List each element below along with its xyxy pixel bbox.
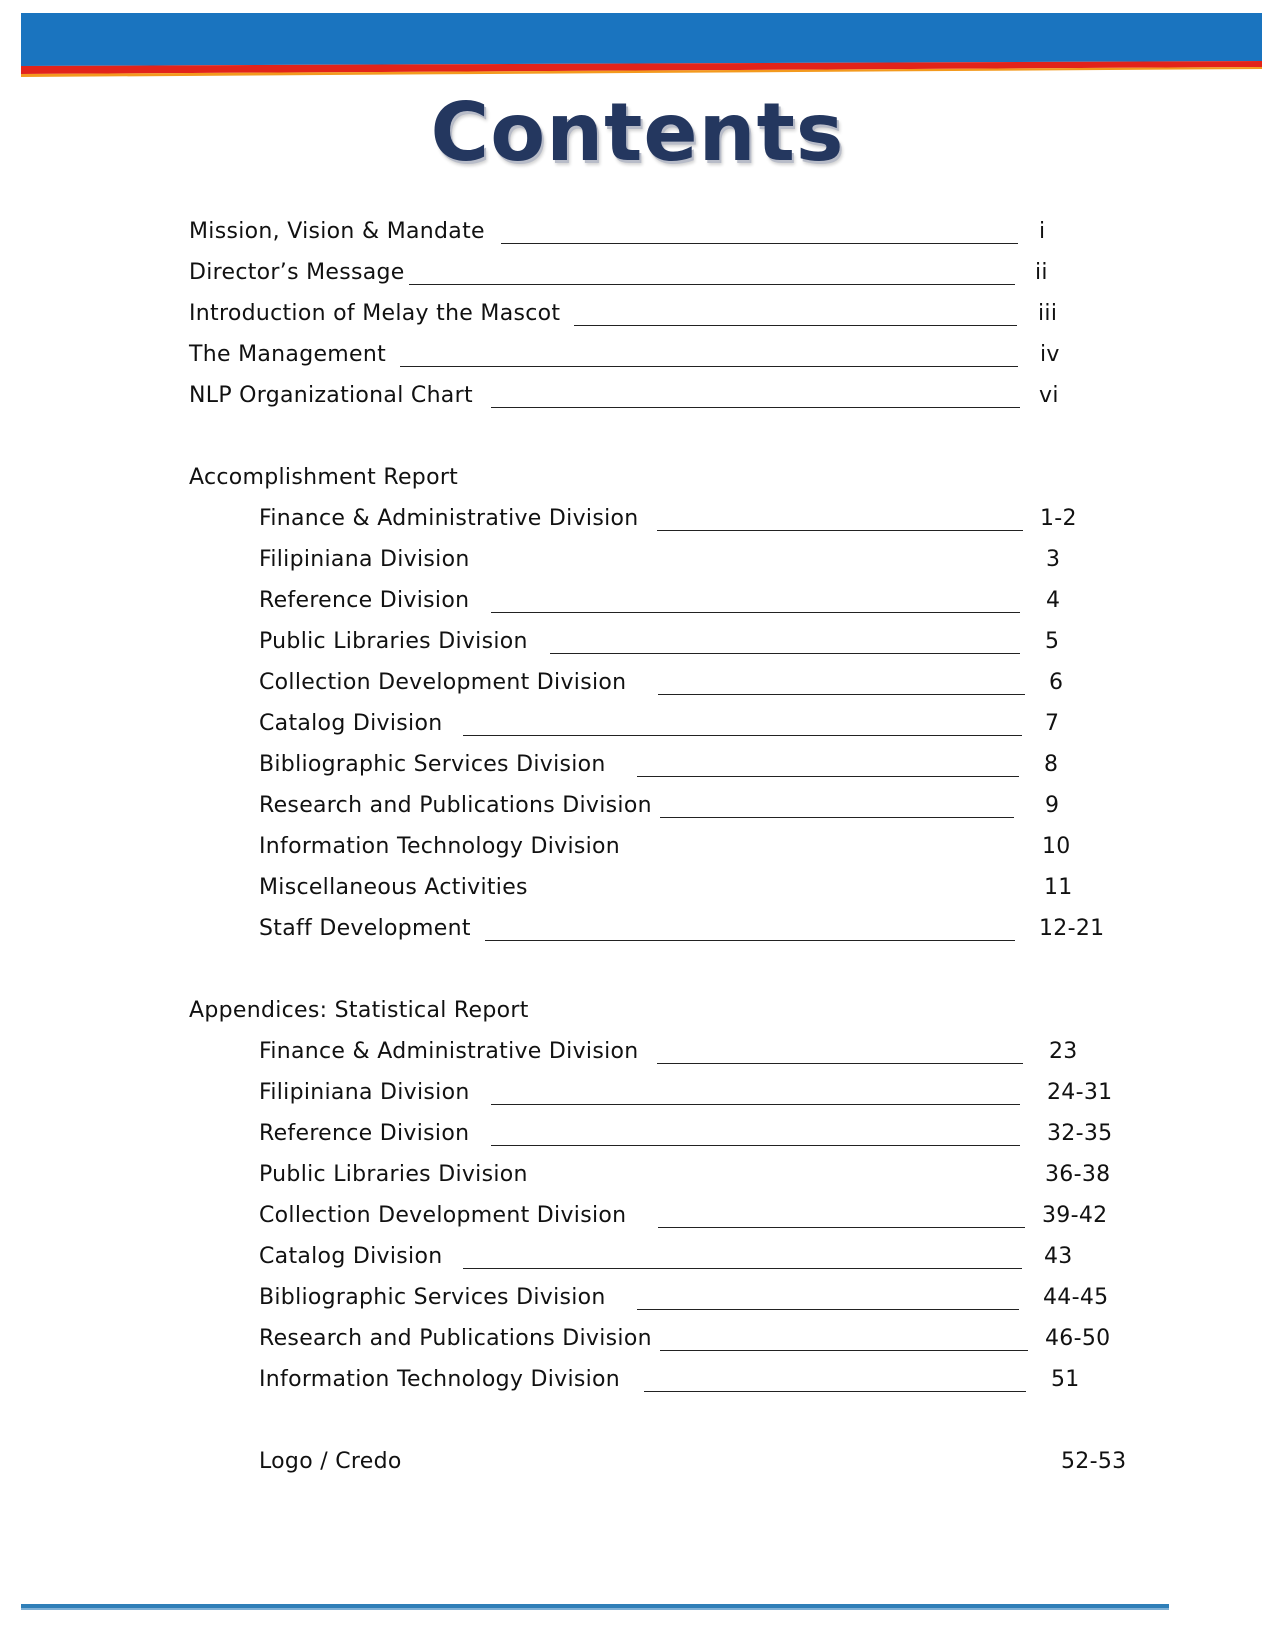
toc-leader-line [657,530,1023,531]
toc-entry[interactable] [259,1285,1129,1315]
footer-rule-main [21,1604,1169,1608]
toc-entry-page: iv [1040,342,1060,367]
toc-leader-line [657,1063,1023,1064]
toc-entry-label: Finance & Administrative Division [259,506,639,531]
toc-entry-label: Research and Publications Division [259,793,652,818]
toc-entry[interactable] [259,547,1109,577]
toc-entry-page: 3 [1046,547,1061,572]
toc-entry-page: 7 [1045,711,1060,736]
toc-entry-label: Filipiniana Division [259,547,470,572]
page-title: Contents [430,86,845,179]
toc-leader-line [409,284,1015,285]
toc-entry[interactable] [259,506,1109,536]
toc-entry-label: The Management [189,342,387,367]
toc-leader-line [491,612,1020,613]
toc-entry-page: 10 [1042,834,1071,859]
toc-entry-page: 12-21 [1039,916,1105,941]
toc-entry-page: 4 [1046,588,1061,613]
toc-entry-label: Staff Development [259,916,471,941]
toc-entry[interactable] [189,301,1089,331]
toc-entry-page: i [1039,219,1046,244]
toc-leader-line [491,407,1020,408]
footer-rule [0,1595,1275,1615]
toc-leader-line [463,1268,1022,1269]
toc-entry-label: Public Libraries Division [259,629,528,654]
toc-entry-label: Collection Development Division [259,1203,627,1228]
toc-entry-label: Finance & Administrative Division [259,1039,639,1064]
toc-entry-page: 24-31 [1047,1080,1113,1105]
toc-leader-line [658,694,1025,695]
toc-entry[interactable] [259,1244,1129,1274]
toc-entry[interactable] [259,793,1109,823]
toc-entry[interactable] [259,1039,1129,1069]
toc-entry[interactable] [259,916,1109,946]
toc-entry-page: 52-53 [1061,1449,1127,1474]
toc-entry-label: NLP Organizational Chart [189,383,473,408]
toc-leader-line [660,817,1014,818]
toc-entry-page: 43 [1044,1244,1073,1269]
toc-entry-label: Director’s Message [189,260,405,285]
toc-entry-label: Collection Development Division [259,670,627,695]
toc-leader-line [491,1145,1020,1146]
toc-entry-page: vi [1039,383,1059,408]
toc-entry-page: 1-2 [1040,506,1077,531]
toc-entry[interactable] [259,834,1109,864]
toc-leader-line [658,1227,1025,1228]
toc-entry-page: 44-45 [1043,1285,1109,1310]
toc-entry-page: 11 [1044,875,1073,900]
toc-entry-label: Bibliographic Services Division [259,1285,606,1310]
toc-entry-label: Catalog Division [259,1244,443,1269]
toc-entry[interactable] [259,1203,1129,1233]
toc-leader-line [574,325,1017,326]
toc-entry-label: Catalog Division [259,711,443,736]
section-heading-accomplishment: Accomplishment Report [189,465,459,490]
banner-blue-band [21,13,1262,66]
toc-entry[interactable] [259,629,1109,659]
toc-entry-page: 9 [1045,793,1060,818]
toc-entry[interactable] [189,219,1089,249]
toc-entry-label: Bibliographic Services Division [259,752,606,777]
toc-leader-line [550,653,1020,654]
toc-entry-label: Introduction of Melay the Mascot [189,301,561,326]
toc-entry-page: 6 [1049,670,1064,695]
toc-entry-page: 51 [1051,1367,1080,1392]
toc-entry-label: Public Libraries Division [259,1162,528,1187]
footer-rule-shadow [21,1608,1169,1610]
toc-entry[interactable] [259,875,1109,905]
toc-entry-page: 39-42 [1042,1203,1108,1228]
toc-leader-line [660,1350,1028,1351]
header-banner [0,0,1275,90]
toc-leader-line [485,940,1015,941]
toc-entry[interactable] [259,752,1109,782]
toc-entry-page: 32-35 [1047,1121,1113,1146]
toc-entry-label: Information Technology Division [259,834,621,859]
toc-entry-page: 46-50 [1045,1326,1111,1351]
toc-entry[interactable] [259,1080,1129,1110]
toc-leader-line [463,735,1022,736]
toc-leader-line [644,1391,1026,1392]
toc-leader-line [637,1309,1019,1310]
toc-entry-page: 5 [1045,629,1060,654]
toc-entry[interactable] [259,1449,1159,1479]
toc-entry-page: 23 [1049,1039,1078,1064]
toc-entry[interactable] [259,588,1109,618]
toc-entry[interactable] [189,342,1089,372]
toc-entry[interactable] [259,1367,1129,1397]
toc-entry-label: Information Technology Division [259,1367,621,1392]
toc-entry[interactable] [259,1326,1129,1356]
section-heading-appendices: Appendices: Statistical Report [189,998,529,1023]
toc-entry[interactable] [259,1121,1129,1151]
toc-entry[interactable] [189,383,1089,413]
toc-entry[interactable] [189,260,1089,290]
toc-leader-line [501,243,1018,244]
toc-entry-page: ii [1035,260,1048,285]
toc-entry-label: Research and Publications Division [259,1326,652,1351]
toc-entry-label: Filipiniana Division [259,1080,470,1105]
toc-entry-label: Reference Division [259,588,470,613]
toc-entry-label: Mission, Vision & Mandate [189,219,485,244]
toc-entry-label: Reference Division [259,1121,470,1146]
toc-entry-page: 36-38 [1045,1162,1111,1187]
toc-entry-label: Miscellaneous Activities [259,875,528,900]
toc-leader-line [637,776,1019,777]
toc-entry-page: 8 [1044,752,1059,777]
toc-entry[interactable] [259,1162,1129,1192]
toc-entry-page: iii [1038,301,1058,326]
toc-entry[interactable] [259,670,1109,700]
toc-entry[interactable] [259,711,1109,741]
toc-leader-line [491,1104,1020,1105]
toc-entry-label: Logo / Credo [259,1449,402,1474]
toc-leader-line [400,366,1018,367]
